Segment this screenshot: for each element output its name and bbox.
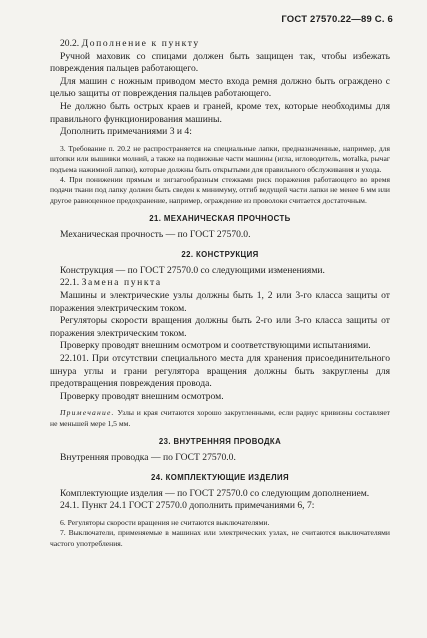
paragraph: Дополнить примечаниями 3 и 4: [60, 126, 192, 138]
note-6: 6. Регуляторы скорости вращения не считаются выключателями. [60, 517, 270, 527]
note [50, 408, 390, 429]
paragraph: Комплектующие изделия — по ГОСТ 27570.0 со следующим дополнением. [60, 487, 370, 499]
paragraph: 22.101. При отсутствии специального места для хранения присоединительного шнура углы и грани регулятора вращения должны быть закруглены для предотвращения повреждения провода. [50, 352, 390, 390]
paragraph: Проверку проводят внешним осмотром и соответствующими испытаниями. [60, 340, 371, 352]
paragraph: Не должно быть острых краев и граней, кроме тех, которые необходимы для правильного функционирования машины. [50, 100, 390, 125]
heading-24: 24. КОМПЛЕКТУЮЩИЕ ИЗДЕЛИЯ [150, 472, 290, 482]
paragraph: Машины и электрические узлы должны быть 1, 2 или 3-го класса защиты от поражения электрическим током. [50, 289, 390, 314]
paragraph: Конструкция — по ГОСТ 27570.0 со следующими изменениями. [60, 264, 325, 276]
paragraph: Механическая прочность — по ГОСТ 27570.0. [60, 229, 251, 241]
section-20-2-heading [50, 38, 390, 51]
note-3: 3. Требование п. 20.2 не распространяется на специальные лапки, предназначенные, например, для штопки или вышивки молний, а также на подвижные части машины (игла, игловодитель, мотalka, рычаг подъема нажимной лапки), которые должны быть открытыми для правильного обслуживания и ухода. [50, 143, 390, 174]
section-number: 20.2. [60, 38, 80, 49]
heading-21: 21. МЕХАНИЧЕСКАЯ ПРОЧНОСТЬ [149, 214, 291, 224]
heading-23: 23. ВНУТРЕННЯЯ ПРОВОДКА [158, 437, 282, 447]
paragraph: Ручной маховик со спицами должен быть защищен так, чтобы избежать повреждения пальцев работающего. [50, 50, 390, 75]
section-22-1-heading [50, 277, 390, 290]
paragraph: Проверку проводят внешним осмотром. [60, 390, 224, 402]
note-label: Примечание. [60, 408, 115, 418]
paragraph: 24.1. Пункт 24.1 ГОСТ 27570.0 дополнить примечаниями 6, 7: [60, 500, 315, 512]
paragraph: Для машин с ножным приводом место входа ремня должно быть ограждено с целью защиты от повреждения пальцев работающего. [50, 75, 390, 100]
section-title: Замена пункта [81, 277, 162, 289]
note-text: Узлы и края считаются хорошо закругленными, если радиус кривизны составляет не меньшей мере 1,5 мм. [50, 408, 391, 428]
note-4: 4. При понижении прямым и зигзагообразным стежками риск поражения работающего во время подачи ткани под лапку должен быть сведен к минимуму, отгиб ведущей части лапки не менее 6 мм или другое равноценное предохранение, например, ограждение из проволоки считается достаточным. [50, 174, 390, 205]
heading-22: 22. КОНСТРУКЦИЯ [181, 249, 259, 259]
page-header: ГОСТ 27570.22—89 С. 6 [281, 14, 393, 25]
paragraph: Внутренняя проводка — по ГОСТ 27570.0. [60, 452, 236, 464]
document-body [50, 38, 390, 549]
section-title: Дополнение к пункту [81, 38, 200, 49]
paragraph: Регуляторы скорости вращения должны быть 2-го или 3-го класса защиты от поражения электрическим током. [50, 315, 390, 339]
note-7: 7. Выключатели, применяемые в машинах или электрических узлах, не считаются выключателями частого употребления. [50, 528, 390, 548]
section-number: 22.1. [60, 277, 80, 289]
